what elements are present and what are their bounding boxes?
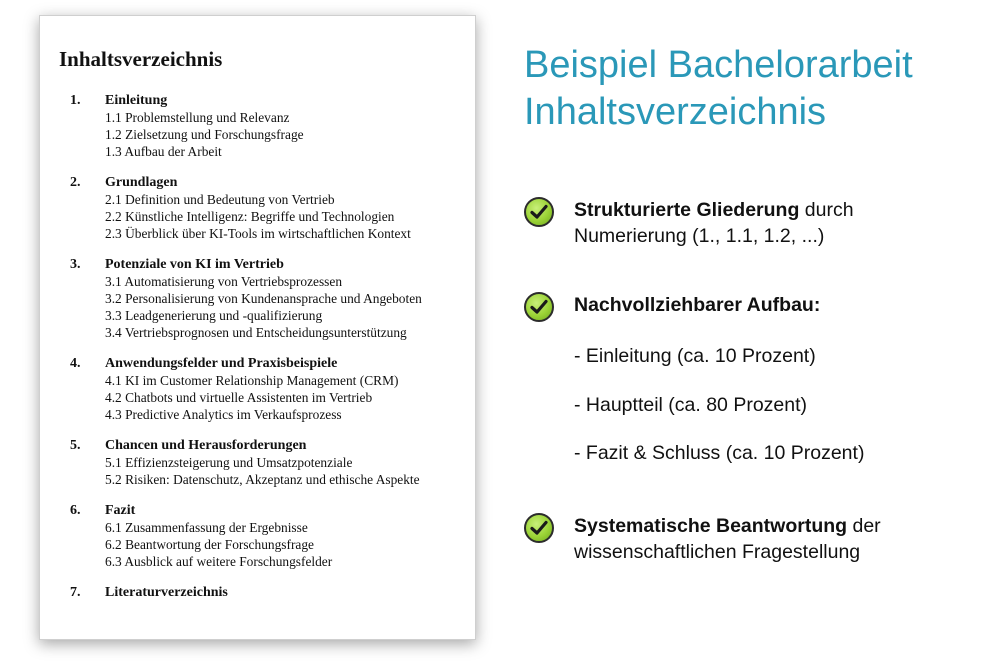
section-number: 1.	[70, 93, 81, 108]
section-title: Anwendungsfelder und Praxisbeispiele	[105, 356, 338, 371]
subpoint-intro: - Einleitung (ca. 10 Prozent)	[574, 345, 816, 367]
toc-section	[70, 584, 465, 601]
toc-list	[70, 92, 465, 615]
document-title: Inhaltsverzeichnis	[59, 47, 223, 71]
checkmark-icon	[524, 292, 554, 322]
toc-item: 6.1 Zusammenfassung der Ergebnisse	[105, 520, 308, 535]
toc-item: 3.2 Personalisierung von Kundenansprache und Angeboten	[105, 291, 422, 306]
feature-point-bold: Strukturierte Gliederung	[574, 199, 800, 221]
section-number: 5.	[70, 438, 81, 453]
feature-point-bold: Nachvollziehbarer Aufbau:	[574, 294, 821, 316]
feature-point-text: Strukturierte Gliederung durch Numerierung (1., 1.1, 1.2, ...)	[574, 199, 854, 247]
toc-section	[70, 437, 465, 488]
toc-item: 3.3 Leadgenerierung und -qualifizierung	[105, 308, 323, 323]
toc-section	[70, 92, 465, 160]
headline	[524, 42, 994, 136]
toc-item: 6.2 Beantwortung der Forschungsfrage	[105, 537, 314, 552]
section-title: Einleitung	[105, 93, 168, 108]
section-title: Chancen und Herausforderungen	[105, 438, 307, 453]
toc-item: 6.3 Ausblick auf weitere Forschungsfelder	[105, 554, 333, 569]
section-number: 4.	[70, 356, 81, 371]
toc-item: 3.1 Automatisierung von Vertriebsprozessen	[105, 274, 343, 289]
toc-item: 4.1 KI im Customer Relationship Management (CRM)	[105, 373, 399, 388]
toc-section	[70, 174, 465, 242]
feature-point-text: Systematische Beantwortung der wissenschaftlichen Fragestellung	[574, 515, 881, 563]
section-title: Fazit	[105, 503, 136, 518]
toc-item: 2.3 Überblick über KI-Tools im wirtschaftlichen Kontext	[105, 226, 411, 241]
section-number: 2.	[70, 175, 81, 190]
toc-item: 1.2 Zielsetzung und Forschungsfrage	[105, 127, 304, 142]
toc-document-page	[39, 15, 476, 640]
toc-item: 1.3 Aufbau der Arbeit	[105, 144, 222, 159]
toc-item: 5.1 Effizienzsteigerung und Umsatzpotenziale	[105, 455, 353, 470]
section-number: 7.	[70, 585, 81, 600]
toc-item: 2.2 Künstliche Intelligenz: Begriffe und Technologien	[105, 209, 395, 224]
headline-line-1: Beispiel Bachelorarbeit	[524, 44, 913, 86]
feature-point-text	[574, 292, 1000, 318]
section-number: 6.	[70, 503, 81, 518]
checkmark-icon	[524, 513, 554, 543]
toc-item: 4.3 Predictive Analytics im Verkaufsprozess	[105, 407, 342, 422]
checkmark-icon	[524, 197, 554, 227]
toc-section	[70, 355, 465, 423]
toc-item: 3.4 Vertriebsprognosen und Entscheidungsunterstützung	[105, 325, 407, 340]
toc-item: 2.1 Definition und Bedeutung von Vertrieb	[105, 192, 335, 207]
headline-line-2: Inhaltsverzeichnis	[524, 91, 827, 133]
section-title: Potenziale von KI im Vertrieb	[105, 257, 284, 272]
section-title: Literaturverzeichnis	[105, 585, 228, 600]
toc-section	[70, 256, 465, 341]
section-title: Grundlagen	[105, 175, 178, 190]
section-number: 3.	[70, 257, 81, 272]
subpoint-main: - Hauptteil (ca. 80 Prozent)	[574, 394, 808, 416]
subpoint-conclusion: - Fazit & Schluss (ca. 10 Prozent)	[574, 442, 865, 464]
toc-item: 1.1 Problemstellung und Relevanz	[105, 110, 290, 125]
toc-item: 5.2 Risiken: Datenschutz, Akzeptanz und ethische Aspekte	[105, 472, 420, 487]
feature-point-bold: Systematische Beantwortung	[574, 515, 848, 537]
toc-item: 4.2 Chatbots und virtuelle Assistenten im Vertrieb	[105, 390, 373, 405]
toc-section	[70, 502, 465, 570]
